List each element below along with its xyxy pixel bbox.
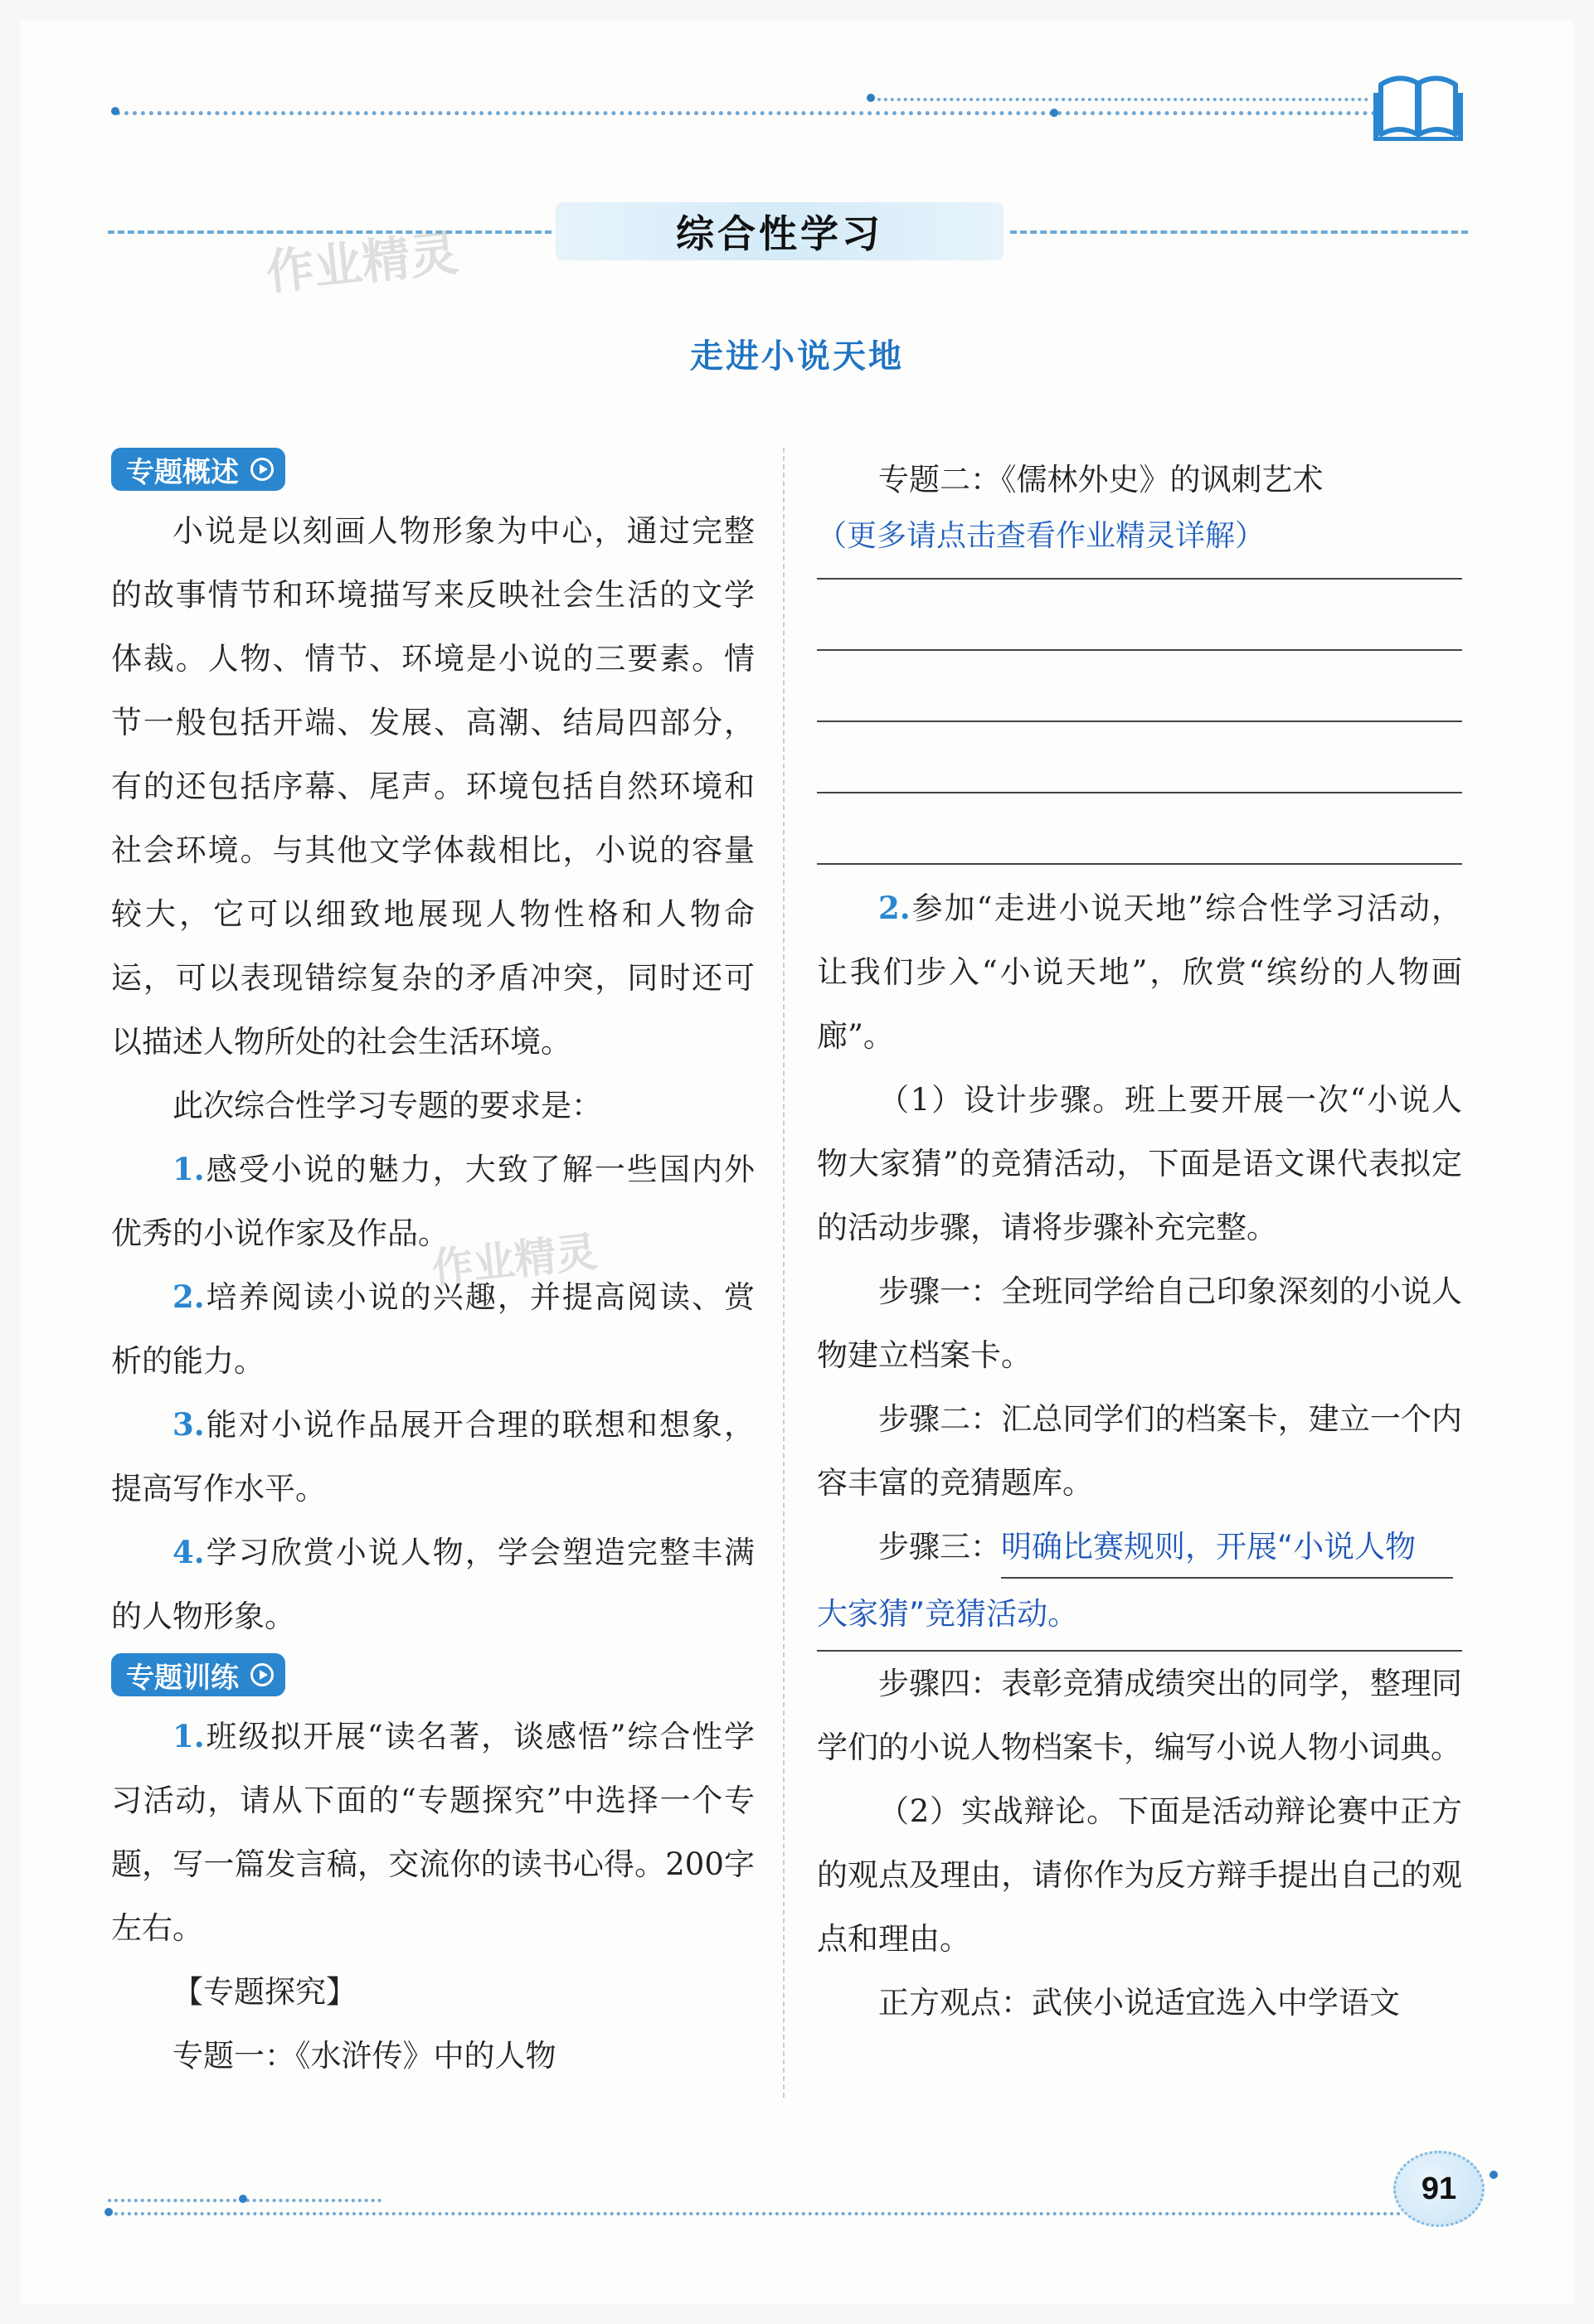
requirement-number: 2. (173, 1278, 205, 1315)
requirement-text: 培养阅读小说的兴趣，并提高阅读、赏析的能力。 (111, 1279, 755, 1379)
explore-label: 【专题探究】 (173, 1974, 357, 2010)
requirement-text: 能对小说作品展开合理的联想和想象，提高写作水平。 (111, 1407, 755, 1506)
right-column (817, 448, 1462, 2035)
page-number: 91 (1393, 2151, 1485, 2227)
watermark: 作业精灵 (263, 225, 461, 301)
answer-blank-line[interactable] (817, 722, 1462, 793)
question-2 (817, 876, 1462, 1068)
top-dotted-rule-secondary (871, 98, 1368, 101)
page-subtitle: 走进小说天地 (690, 337, 904, 376)
requirement-number: 3. (173, 1406, 205, 1443)
question-text: 参加“走进小说天地”综合性学习活动，让我们步入“小说天地”，欣赏“缤纷的人物画廊”。 (817, 890, 1462, 1054)
pro-viewpoint: 正方观点：武侠小说适宜选入中学语文 (878, 1985, 1400, 2021)
question-2-part-2: （2）实战辩论。下面是活动辩论赛中正方的观点及理由，请你作为反方辩手提出自己的观点和理由。 (817, 1793, 1462, 1957)
book-icon (1373, 68, 1464, 141)
requirement-number: 4. (173, 1534, 205, 1570)
requirement-number: 1. (173, 1151, 205, 1187)
step-1: 步骤一：全班同学给自己印象深刻的小说人物建立档案卡。 (817, 1274, 1462, 1373)
play-icon (250, 1663, 274, 1686)
training-tag (111, 1653, 285, 1696)
rule-dot (1490, 2171, 1498, 2179)
requirement-3 (111, 1393, 755, 1521)
column-divider (783, 448, 785, 2098)
step-3-label: 步骤三： (878, 1529, 1001, 1565)
step-4: 步骤四：表彰竞猜成绩突出的同学，整理同学们的小说人物档案卡，编写小说人物小词典。 (817, 1666, 1462, 1765)
banner-dashed-line-right (1010, 230, 1468, 234)
question-2-part-1: （1）设计步骤。班上要开展一次“小说人物大家猜”的竞猜活动，下面是语文课代表拟定的活动步骤，请将步骤补充完整。 (817, 1082, 1462, 1245)
requirement-4 (111, 1521, 755, 1648)
answer-blank-line[interactable] (817, 651, 1462, 722)
training-tag-label: 专题训练 (126, 1661, 239, 1695)
requirement-text: 感受小说的魅力，大致了解一些国内外优秀的小说作家及作品。 (111, 1152, 755, 1251)
rule-dot (111, 107, 119, 115)
requirements-intro: 此次综合性学习专题的要求是： (173, 1088, 602, 1123)
watermark: 作业精灵 (429, 1227, 600, 1293)
rule-dot (867, 94, 875, 102)
question-number: 2. (878, 890, 911, 926)
question-1 (111, 1705, 755, 1960)
more-answers-link[interactable]: （更多请点击查看作业精灵详解） (817, 519, 1266, 553)
question-text: 班级拟开展“读名著，谈感悟”综合性学习活动，请从下面的“专题探究”中选择一个专题，写一篇发言稿，交流你的读书心得。200字左右。 (111, 1719, 755, 1946)
bottom-dotted-rule (108, 2212, 1402, 2215)
requirement-text: 学习欣赏小说人物，学会塑造完整丰满的人物形象。 (111, 1535, 755, 1634)
step-3 (817, 1515, 1462, 1579)
rule-dot (239, 2195, 247, 2203)
step-3-answer-line-2[interactable]: 大家猜”竞猜活动。 (817, 1579, 1462, 1652)
overview-paragraph: 小说是以刻画人物形象为中心，通过完整的故事情节和环境描写来反映社会生活的文学体裁。人物、情节、环境是小说的三要素。情节一般包括开端、发展、高潮、结局四部分，有的还包括序幕、尾声。环境包括自然环境和社会环境。与其他文学体裁相比，小说的容量较大，它可以细致地展现人物性格和人物命运，可以表现错综复杂的矛盾冲突，同时还可以描述人物所处的社会生活环境。 (111, 513, 755, 1060)
rule-dot (104, 2208, 113, 2216)
overview-tag-label: 专题概述 (126, 455, 239, 489)
play-icon (250, 458, 274, 481)
section-title: 综合性学习 (556, 202, 1004, 260)
step-3-answer-line-1[interactable]: 明确比赛规则，开展“小说人物 (1001, 1517, 1453, 1579)
question-number: 1. (173, 1718, 205, 1754)
overview-tag (111, 448, 285, 491)
topic-1: 专题一：《水浒传》中的人物 (173, 2038, 556, 2074)
topic-2: 专题二：《儒林外史》的讽刺艺术 (878, 462, 1324, 497)
answer-blank-line[interactable] (817, 793, 1462, 865)
answer-blank-line[interactable] (817, 580, 1462, 651)
answer-blank-line[interactable] (817, 561, 1462, 580)
top-dotted-rule (116, 111, 1377, 115)
rule-dot (1050, 109, 1058, 117)
step-2: 步骤二：汇总同学们的档案卡，建立一个内容丰富的竞猜题库。 (817, 1401, 1462, 1501)
